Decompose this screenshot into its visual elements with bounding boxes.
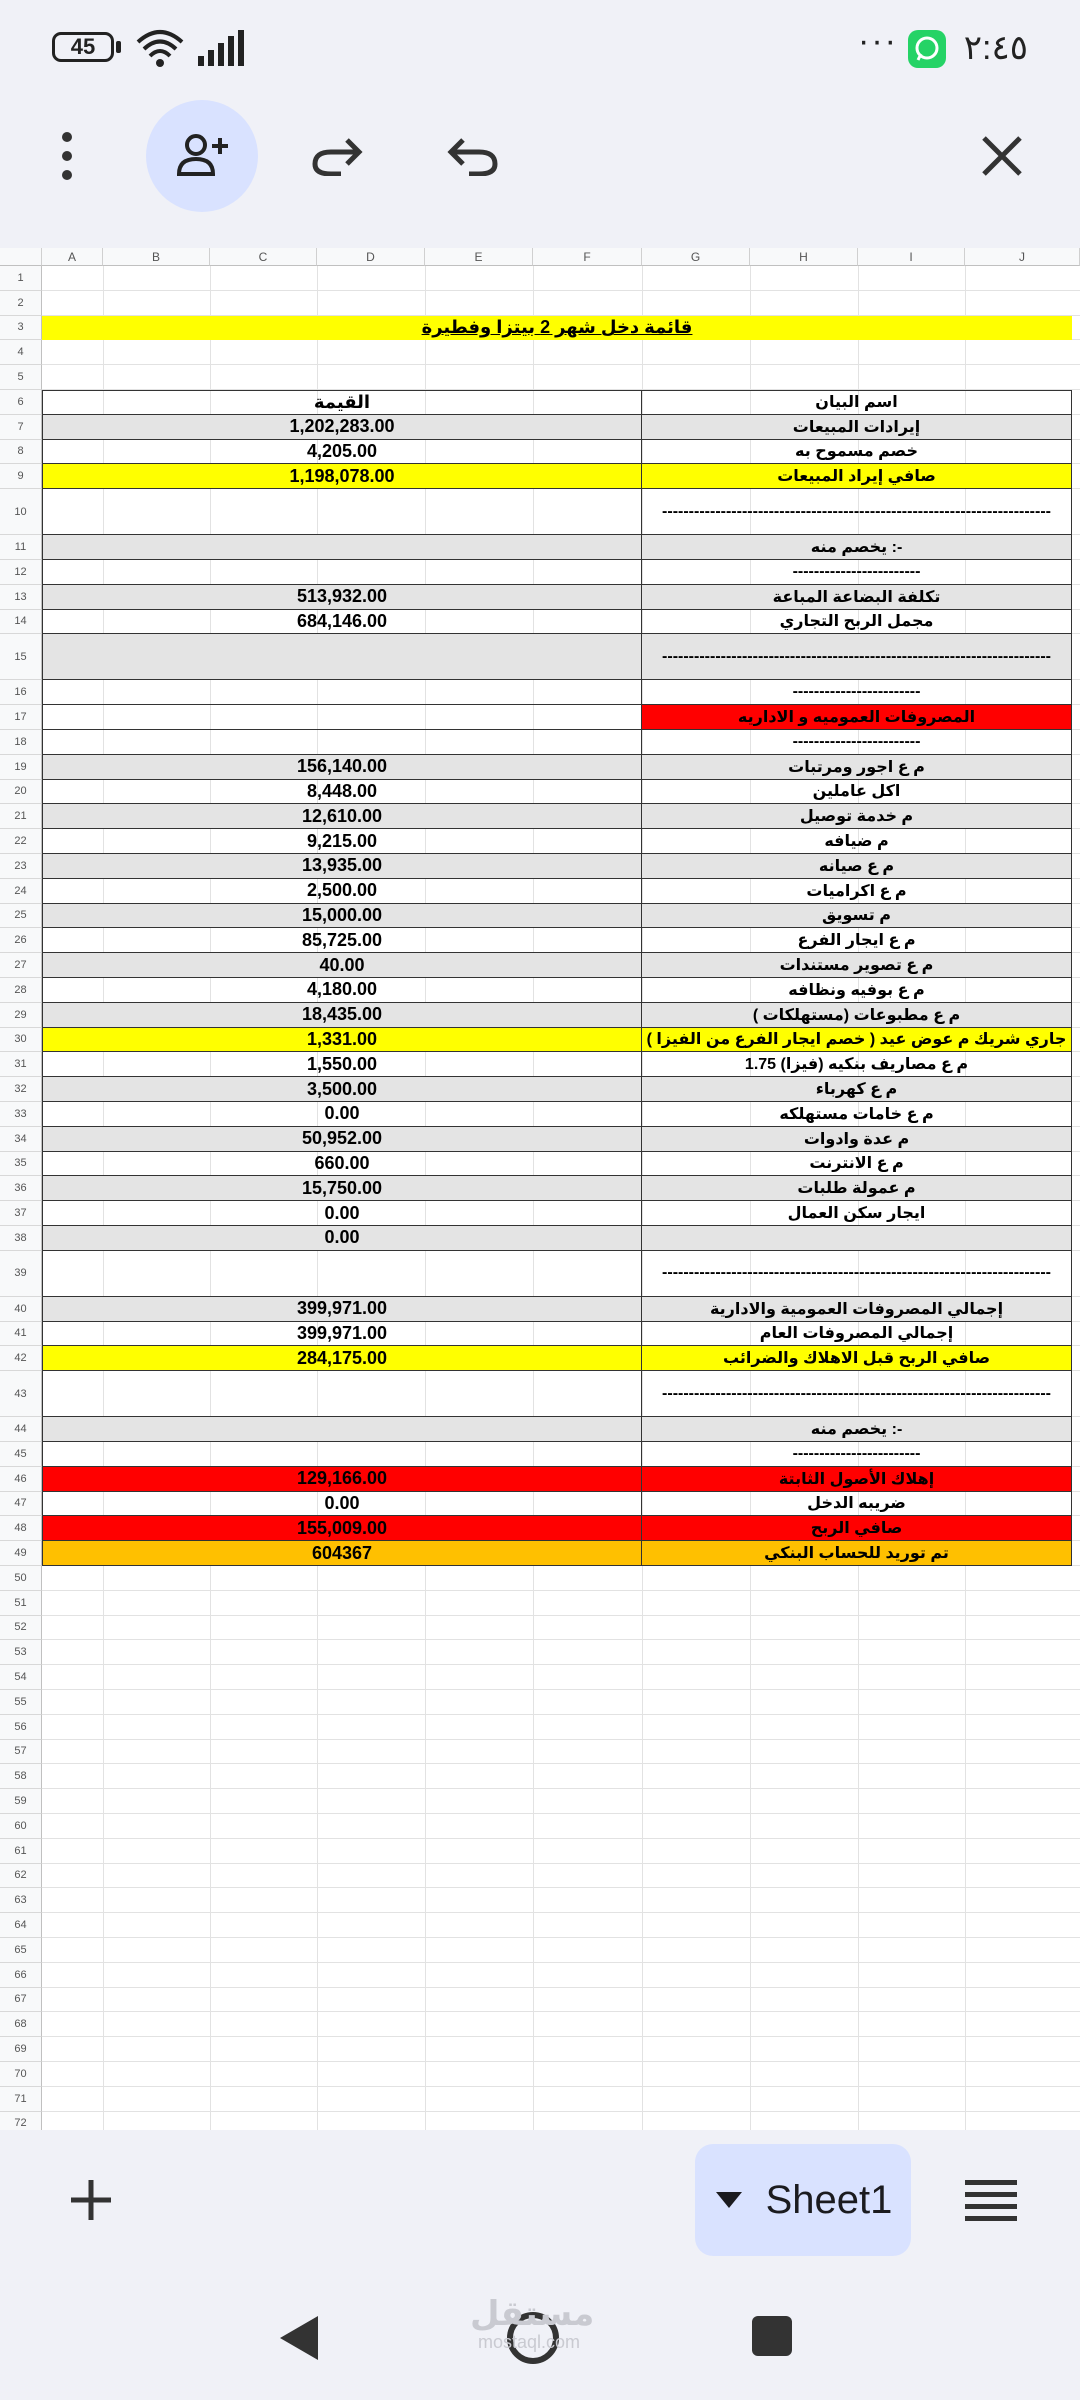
- value-cell[interactable]: 13,935.00: [42, 854, 642, 879]
- row-header[interactable]: 36: [0, 1176, 42, 1201]
- gridline-horizontal: [42, 1590, 1080, 1591]
- row-header[interactable]: 52: [0, 1616, 42, 1641]
- value-cell[interactable]: [42, 634, 642, 680]
- value-cell[interactable]: 40.00: [42, 953, 642, 978]
- label-cell[interactable]: -------------------------------------------------------------------------: [642, 489, 1072, 535]
- label-cell[interactable]: -------------------------------------------------------------------------: [642, 1251, 1072, 1297]
- column-header[interactable]: E: [425, 248, 533, 266]
- column-header[interactable]: B: [103, 248, 210, 266]
- gridline-horizontal: [42, 1739, 1080, 1740]
- row-header[interactable]: 1: [0, 266, 42, 291]
- back-icon[interactable]: [278, 2314, 320, 2362]
- label-cell[interactable]: م ع ايجار الفرع: [642, 928, 1072, 953]
- more-options-button[interactable]: [30, 100, 104, 212]
- label-cell[interactable]: م ع تصوير مستندات: [642, 953, 1072, 978]
- column-header[interactable]: D: [317, 248, 425, 266]
- row-header[interactable]: 65: [0, 1938, 42, 1963]
- label-cell[interactable]: م ضيافه: [642, 829, 1072, 854]
- row-header[interactable]: 58: [0, 1764, 42, 1789]
- row-header[interactable]: 63: [0, 1888, 42, 1913]
- system-nav-bar: [0, 2270, 1080, 2400]
- value-cell[interactable]: [42, 489, 642, 535]
- row-header[interactable]: 26: [0, 928, 42, 953]
- label-cell[interactable]: مجمل الربح التجاري: [642, 610, 1072, 635]
- row-header[interactable]: 9: [0, 464, 42, 489]
- column-header[interactable]: I: [858, 248, 965, 266]
- row-header[interactable]: 50: [0, 1566, 42, 1591]
- value-cell[interactable]: [42, 560, 642, 585]
- sheet-tab-sheet1[interactable]: [695, 2144, 911, 2256]
- row-header[interactable]: 44: [0, 1417, 42, 1442]
- label-cell[interactable]: م ع بوفيه ونظافه: [642, 978, 1072, 1003]
- value-cell[interactable]: [42, 1371, 642, 1417]
- row-header[interactable]: 33: [0, 1102, 42, 1127]
- row-header[interactable]: 62: [0, 1864, 42, 1889]
- row-header[interactable]: 28: [0, 978, 42, 1003]
- gridline-horizontal: [42, 1887, 1080, 1888]
- label-cell[interactable]: إيرادات المبيعات: [642, 415, 1072, 440]
- column-header[interactable]: J: [965, 248, 1080, 266]
- sheet-bottom-bar: [0, 2130, 1080, 2270]
- gridline-horizontal: [42, 1962, 1080, 1963]
- row-header[interactable]: 31: [0, 1052, 42, 1077]
- row-header[interactable]: 15: [0, 634, 42, 680]
- row-header[interactable]: 71: [0, 2087, 42, 2112]
- value-cell[interactable]: [42, 730, 642, 755]
- row-header[interactable]: 11: [0, 535, 42, 560]
- value-cell[interactable]: 85,725.00: [42, 928, 642, 953]
- column-header[interactable]: A: [42, 248, 103, 266]
- label-cell[interactable]: م ع كهرباء: [642, 1077, 1072, 1102]
- row-header[interactable]: 43: [0, 1371, 42, 1417]
- label-cell[interactable]: -------------------------------------------------------------------------: [642, 1371, 1072, 1417]
- row-header[interactable]: 68: [0, 2012, 42, 2037]
- label-cell[interactable]: اسم البيان: [642, 390, 1072, 415]
- value-cell[interactable]: 3,500.00: [42, 1077, 642, 1102]
- column-header[interactable]: G: [642, 248, 750, 266]
- value-cell[interactable]: 155,009.00: [42, 1516, 642, 1541]
- close-icon: [980, 134, 1024, 178]
- row-header[interactable]: 47: [0, 1492, 42, 1517]
- label-cell[interactable]: م ع خامات مستهلكه: [642, 1102, 1072, 1127]
- gridline-horizontal: [42, 1788, 1080, 1789]
- gridline-horizontal: [42, 1838, 1080, 1839]
- value-cell[interactable]: [42, 535, 642, 560]
- row-header[interactable]: 42: [0, 1346, 42, 1371]
- row-header[interactable]: 25: [0, 904, 42, 929]
- value-cell[interactable]: 399,971.00: [42, 1297, 642, 1322]
- clock: ٢:٤٥: [963, 29, 1028, 67]
- value-cell[interactable]: 0.00: [42, 1102, 642, 1127]
- value-cell[interactable]: 50,952.00: [42, 1127, 642, 1152]
- gridline-horizontal: [42, 1714, 1080, 1715]
- value-cell[interactable]: 1,550.00: [42, 1052, 642, 1077]
- row-header[interactable]: 17: [0, 705, 42, 730]
- value-cell[interactable]: 513,932.00: [42, 585, 642, 610]
- row-header[interactable]: 54: [0, 1665, 42, 1690]
- value-cell[interactable]: 4,180.00: [42, 978, 642, 1003]
- spreadsheet-grid[interactable]: [0, 248, 1080, 2130]
- row-header[interactable]: 46: [0, 1467, 42, 1492]
- row-header[interactable]: 60: [0, 1814, 42, 1839]
- gridline-horizontal: [42, 1639, 1080, 1640]
- value-cell[interactable]: 2,500.00: [42, 879, 642, 904]
- value-cell[interactable]: 12,610.00: [42, 804, 642, 829]
- label-cell[interactable]: خصم مسموح به: [642, 440, 1072, 465]
- label-cell[interactable]: م ع صيانه: [642, 854, 1072, 879]
- row-header[interactable]: 24: [0, 879, 42, 904]
- value-cell[interactable]: 1,331.00: [42, 1028, 642, 1053]
- row-header[interactable]: 34: [0, 1127, 42, 1152]
- row-header[interactable]: 45: [0, 1442, 42, 1467]
- gridline-horizontal: [42, 1689, 1080, 1690]
- column-header[interactable]: H: [750, 248, 858, 266]
- row-header[interactable]: 2: [0, 291, 42, 316]
- list-icon: [965, 2178, 1017, 2222]
- row-header[interactable]: 66: [0, 1963, 42, 1988]
- value-cell[interactable]: 1,202,283.00: [42, 415, 642, 440]
- add-person-icon: [176, 132, 230, 180]
- row-header[interactable]: 64: [0, 1913, 42, 1938]
- label-cell[interactable]: ايجار سكن العمال: [642, 1201, 1072, 1226]
- label-cell[interactable]: إجمالي المصروفات العام: [642, 1322, 1072, 1347]
- value-cell[interactable]: 18,435.00: [42, 1003, 642, 1028]
- row-header[interactable]: 72: [0, 2112, 42, 2130]
- row-header[interactable]: 56: [0, 1715, 42, 1740]
- value-cell[interactable]: 156,140.00: [42, 755, 642, 780]
- row-header[interactable]: 23: [0, 854, 42, 879]
- row-header[interactable]: 51: [0, 1591, 42, 1616]
- row-header[interactable]: 10: [0, 489, 42, 535]
- value-cell[interactable]: 660.00: [42, 1152, 642, 1177]
- row-header[interactable]: 27: [0, 953, 42, 978]
- value-cell[interactable]: 399,971.00: [42, 1322, 642, 1347]
- value-cell[interactable]: 684,146.00: [42, 610, 642, 635]
- value-cell[interactable]: [42, 705, 642, 730]
- report-title[interactable]: قائمة دخل شهر 2 بيتزا وفطيرة: [42, 316, 1072, 341]
- value-cell[interactable]: القيمة: [42, 390, 642, 415]
- label-cell[interactable]: م ع اكراميات: [642, 879, 1072, 904]
- share-button[interactable]: [146, 100, 258, 212]
- value-cell[interactable]: 284,175.00: [42, 1346, 642, 1371]
- label-cell[interactable]: إهلاك الأصول الثابتة: [642, 1467, 1072, 1492]
- gridline-horizontal: [42, 2011, 1080, 2012]
- value-cell[interactable]: 604367: [42, 1541, 642, 1566]
- row-header[interactable]: 16: [0, 680, 42, 705]
- row-header[interactable]: 48: [0, 1516, 42, 1541]
- undo-button[interactable]: [432, 100, 514, 212]
- plus-icon: [69, 2178, 113, 2222]
- row-header[interactable]: 59: [0, 1789, 42, 1814]
- gridline-horizontal: [42, 2036, 1080, 2037]
- label-cell[interactable]: ------------------------: [642, 730, 1072, 755]
- gridline-horizontal: [42, 1987, 1080, 1988]
- row-header[interactable]: 20: [0, 780, 42, 805]
- watermark-logo: مستقل: [470, 2295, 595, 2333]
- label-cell[interactable]: م تسويق: [642, 904, 1072, 929]
- gridline-horizontal: [42, 1763, 1080, 1764]
- row-header[interactable]: 67: [0, 1988, 42, 2013]
- row-header[interactable]: 69: [0, 2037, 42, 2062]
- value-cell[interactable]: 0.00: [42, 1492, 642, 1517]
- row-header[interactable]: 29: [0, 1003, 42, 1028]
- value-cell[interactable]: 9,215.00: [42, 829, 642, 854]
- gridline-horizontal: [42, 1937, 1080, 1938]
- label-cell[interactable]: إجمالي المصروفات العمومية والادارية: [642, 1297, 1072, 1322]
- label-cell[interactable]: -------------------------------------------------------------------------: [642, 634, 1072, 680]
- row-header[interactable]: 13: [0, 585, 42, 610]
- value-cell[interactable]: 15,000.00: [42, 904, 642, 929]
- row-header[interactable]: 12: [0, 560, 42, 585]
- label-cell[interactable]: تكلفة البضاعة المباعة: [642, 585, 1072, 610]
- signal-icon: [196, 30, 244, 66]
- value-cell[interactable]: 0.00: [42, 1201, 642, 1226]
- value-cell[interactable]: 0.00: [42, 1226, 642, 1251]
- gridline-horizontal: [42, 290, 1080, 291]
- row-header[interactable]: 53: [0, 1640, 42, 1665]
- redo-button[interactable]: [296, 100, 378, 212]
- redo-icon: [311, 136, 363, 176]
- label-cell[interactable]: ضريبه الدخل: [642, 1492, 1072, 1517]
- row-header[interactable]: 41: [0, 1322, 42, 1347]
- row-header[interactable]: 40: [0, 1297, 42, 1322]
- row-header[interactable]: 57: [0, 1740, 42, 1765]
- gridline-horizontal: [42, 2111, 1080, 2112]
- label-cell[interactable]: ------------------------: [642, 560, 1072, 585]
- gridline-horizontal: [42, 364, 1080, 365]
- dropdown-arrow-icon: [714, 2190, 744, 2210]
- row-header[interactable]: 6: [0, 390, 42, 415]
- row-header[interactable]: 39: [0, 1251, 42, 1297]
- label-cell[interactable]: صافي الربح: [642, 1516, 1072, 1541]
- row-header[interactable]: 7: [0, 415, 42, 440]
- value-cell[interactable]: [42, 680, 642, 705]
- row-header[interactable]: 14: [0, 610, 42, 635]
- gridline-horizontal: [42, 2086, 1080, 2087]
- label-cell[interactable]: تم توريد للحساب البنكي: [642, 1541, 1072, 1566]
- value-cell[interactable]: 1,198,078.00: [42, 464, 642, 489]
- label-cell[interactable]: م ع اجور ومرتبات: [642, 755, 1072, 780]
- value-cell[interactable]: 15,750.00: [42, 1176, 642, 1201]
- value-cell[interactable]: [42, 1417, 642, 1442]
- watermark-url: mostaql.com: [478, 2332, 581, 2352]
- label-cell[interactable]: م خدمة توصيل: [642, 804, 1072, 829]
- status-bar: [0, 0, 1080, 100]
- row-header[interactable]: 8: [0, 440, 42, 465]
- value-cell[interactable]: 129,166.00: [42, 1467, 642, 1492]
- value-cell[interactable]: [42, 1442, 642, 1467]
- label-cell[interactable]: المصروفات العموميه و الاداريه: [642, 705, 1072, 730]
- more-vert-icon: [57, 131, 77, 181]
- sheet-tab-label: Sheet1: [765, 2177, 893, 2222]
- row-header[interactable]: 35: [0, 1152, 42, 1177]
- label-cell[interactable]: جاري شريك م عوض عيد ( خصم ايجار الفرع من الفيزا ): [642, 1028, 1072, 1053]
- toolbar: [0, 100, 1080, 248]
- label-cell[interactable]: ------------------------: [642, 680, 1072, 705]
- row-header[interactable]: 4: [0, 340, 42, 365]
- column-header[interactable]: C: [210, 248, 317, 266]
- gridline-horizontal: [42, 2061, 1080, 2062]
- row-header[interactable]: 19: [0, 755, 42, 780]
- label-cell[interactable]: ------------------------: [642, 1442, 1072, 1467]
- add-sheet-button[interactable]: [56, 2144, 126, 2256]
- row-header[interactable]: 18: [0, 730, 42, 755]
- label-cell[interactable]: م ع الانترنت: [642, 1152, 1072, 1177]
- row-header[interactable]: 37: [0, 1201, 42, 1226]
- close-button[interactable]: [962, 100, 1042, 212]
- row-header[interactable]: 21: [0, 804, 42, 829]
- label-cell[interactable]: اكل عاملين: [642, 780, 1072, 805]
- row-header[interactable]: 5: [0, 365, 42, 390]
- label-cell[interactable]: صافي الربح قبل الاهلاك والضرائب: [642, 1346, 1072, 1371]
- value-cell[interactable]: [42, 1251, 642, 1297]
- label-cell[interactable]: -: يخصم منه: [642, 535, 1072, 560]
- label-cell[interactable]: م عمولة طلبات: [642, 1176, 1072, 1201]
- gridline-horizontal: [42, 1615, 1080, 1616]
- label-cell[interactable]: م عدة وادوات: [642, 1127, 1072, 1152]
- value-cell[interactable]: 8,448.00: [42, 780, 642, 805]
- more-notifications-icon: ···: [858, 22, 898, 60]
- column-header[interactable]: F: [533, 248, 642, 266]
- wifi-icon: [136, 28, 184, 68]
- row-header[interactable]: 70: [0, 2062, 42, 2087]
- recents-icon[interactable]: [752, 2316, 792, 2356]
- label-cell[interactable]: -: يخصم منه: [642, 1417, 1072, 1442]
- row-header[interactable]: 22: [0, 829, 42, 854]
- undo-icon: [447, 136, 499, 176]
- corner-cell[interactable]: [0, 248, 42, 266]
- row-header[interactable]: 55: [0, 1690, 42, 1715]
- row-header[interactable]: 3: [0, 316, 42, 341]
- label-cell[interactable]: صافي إيراد المبيعات: [642, 464, 1072, 489]
- gridline-horizontal: [42, 1912, 1080, 1913]
- label-cell[interactable]: [642, 1226, 1072, 1251]
- whatsapp-icon: [908, 30, 946, 68]
- label-cell[interactable]: م ع مطبوعات (مستهلكات ): [642, 1003, 1072, 1028]
- label-cell[interactable]: م ع مصاريف بنكيه (فيزا) 1.75: [642, 1052, 1072, 1077]
- row-header[interactable]: 49: [0, 1541, 42, 1566]
- row-header[interactable]: 61: [0, 1839, 42, 1864]
- gridline-horizontal: [42, 1863, 1080, 1864]
- battery-icon: 45: [52, 32, 114, 62]
- all-sheets-button[interactable]: [958, 2144, 1024, 2256]
- gridline-horizontal: [42, 1664, 1080, 1665]
- row-header[interactable]: 32: [0, 1077, 42, 1102]
- gridline-horizontal: [42, 1813, 1080, 1814]
- row-header[interactable]: 30: [0, 1028, 42, 1053]
- value-cell[interactable]: 4,205.00: [42, 440, 642, 465]
- row-header[interactable]: 38: [0, 1226, 42, 1251]
